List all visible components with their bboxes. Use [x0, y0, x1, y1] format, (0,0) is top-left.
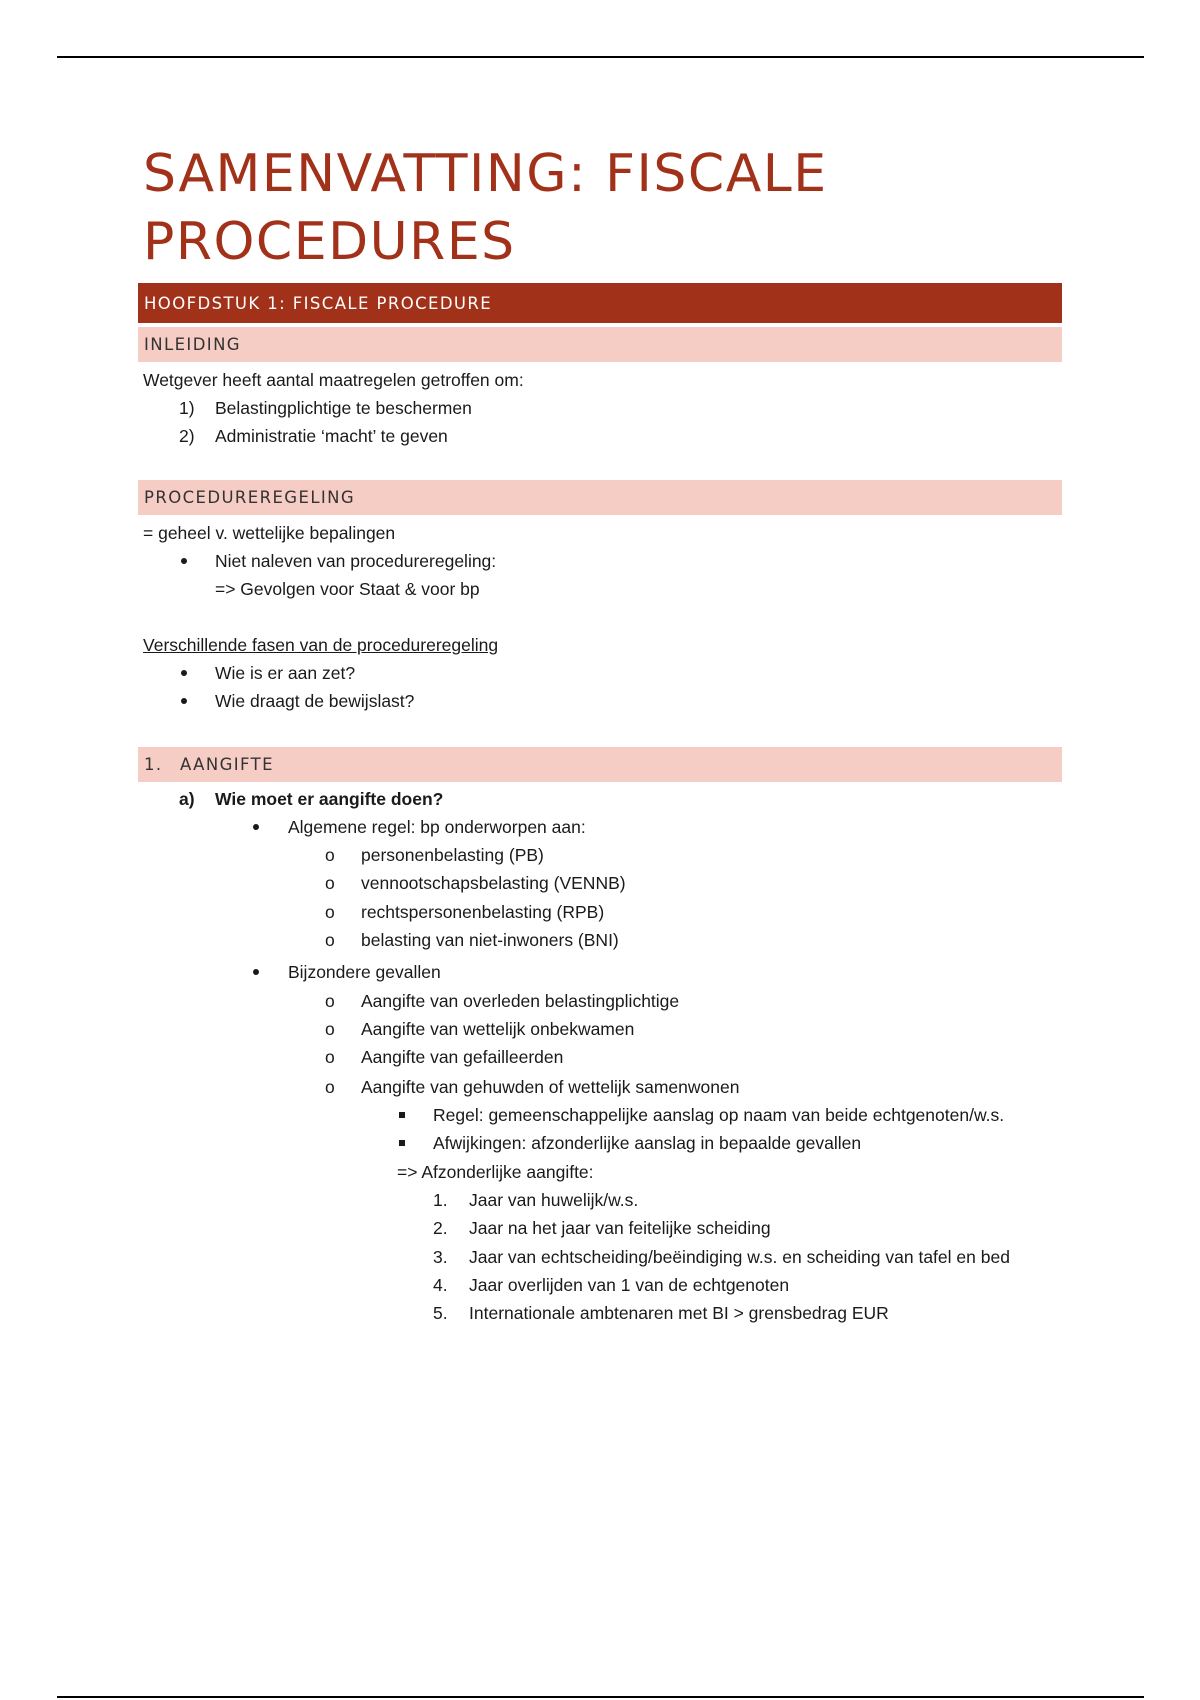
- chapter-heading-text: HOOFDSTUK 1: FISCALE PROCEDURE: [144, 293, 493, 313]
- list-item: personenbelasting (PB): [361, 845, 544, 865]
- list-marker: 4.: [433, 1275, 448, 1295]
- section-heading-aangifte: [138, 747, 1062, 782]
- list-item: Niet naleven van procedureregeling:: [215, 551, 497, 571]
- footer-rule: [57, 1696, 1144, 1698]
- title-line-2: PROCEDURES: [143, 212, 516, 272]
- square-bullet-icon: [399, 1140, 405, 1146]
- list-item: Aangifte van overleden belastingplichtige: [361, 991, 680, 1011]
- list-marker: 3.: [433, 1247, 448, 1267]
- list-item: rechtspersonenbelasting (RPB): [361, 902, 605, 922]
- phases-title: Verschillende fasen van de procedureregeling: [143, 635, 499, 655]
- list-marker: 2): [179, 426, 195, 446]
- section-heading-procedureregeling: [138, 480, 1062, 515]
- header-rule: [57, 56, 1144, 58]
- list-item: Jaar na het jaar van feitelijke scheiding: [469, 1218, 771, 1238]
- bullet-icon: [181, 670, 187, 676]
- list-item: Internationale ambtenaren met BI > grensbedrag EUR: [469, 1303, 889, 1323]
- list-marker: 5.: [433, 1303, 448, 1323]
- circle-marker: o: [325, 1019, 335, 1039]
- list-item: Wie is er aan zet?: [215, 663, 356, 683]
- list-item: belasting van niet-inwoners (BNI): [361, 930, 619, 950]
- section-heading-text: PROCEDUREREGELING: [144, 488, 356, 507]
- circle-marker: o: [325, 930, 335, 950]
- circle-marker: o: [325, 1047, 335, 1067]
- list-item: Wie draagt de bewijslast?: [215, 691, 415, 711]
- chapter-heading: [138, 283, 1062, 323]
- list-item: Aangifte van gehuwden of wettelijk samenwonen: [361, 1077, 740, 1097]
- list-item: Afwijkingen: afzonderlijke aanslag in bepaalde gevallen: [433, 1133, 862, 1153]
- bullet-icon: [181, 698, 187, 704]
- separate-intro: => Afzonderlijke aangifte:: [397, 1162, 594, 1182]
- list-item: Administratie ‘macht’ te geven: [215, 426, 448, 446]
- section-heading-text: INLEIDING: [144, 335, 241, 354]
- list-item: Bijzondere gevallen: [288, 962, 441, 982]
- circle-marker: o: [325, 873, 335, 893]
- section-heading-text: AANGIFTE: [180, 755, 274, 774]
- list-item: Jaar van echtscheiding/beëindiging w.s. en scheiding van tafel en bed: [469, 1247, 1010, 1267]
- circle-marker: o: [325, 845, 335, 865]
- list-marker: 1): [179, 398, 195, 418]
- circle-marker: o: [325, 991, 335, 1011]
- list-marker: a): [179, 789, 195, 809]
- list-marker: 1.: [433, 1190, 448, 1210]
- list-item: Jaar overlijden van 1 van de echtgenoten: [469, 1275, 790, 1295]
- list-item: Algemene regel: bp onderworpen aan:: [288, 817, 586, 837]
- subsection-heading: Wie moet er aangifte doen?: [215, 789, 444, 809]
- list-item: Regel: gemeenschappelijke aanslag op naam van beide echtgenoten/w.s.: [433, 1105, 1005, 1125]
- definition-text: = geheel v. wettelijke bepalingen: [143, 523, 396, 543]
- square-bullet-icon: [399, 1112, 405, 1118]
- section-heading-inleiding: [138, 327, 1062, 362]
- title-line-1: SAMENVATTING: FISCALE: [143, 144, 828, 204]
- bullet-icon: [253, 824, 259, 830]
- list-item: Jaar van huwelijk/w.s.: [469, 1190, 639, 1210]
- bullet-icon: [181, 558, 187, 564]
- inleiding-intro: Wetgever heeft aantal maatregelen getroffen om:: [143, 370, 524, 390]
- section-number: 1.: [144, 755, 163, 774]
- list-item: Aangifte van gefailleerden: [361, 1047, 564, 1067]
- circle-marker: o: [325, 1077, 335, 1097]
- list-item: Belastingplichtige te beschermen: [215, 398, 472, 418]
- bullet-icon: [253, 969, 259, 975]
- list-marker: 2.: [433, 1218, 448, 1238]
- list-item: Aangifte van wettelijk onbekwamen: [361, 1019, 635, 1039]
- list-item: vennootschapsbelasting (VENNB): [361, 873, 626, 893]
- circle-marker: o: [325, 902, 335, 922]
- document-title: [143, 140, 828, 276]
- list-item-sub: => Gevolgen voor Staat & voor bp: [215, 579, 480, 599]
